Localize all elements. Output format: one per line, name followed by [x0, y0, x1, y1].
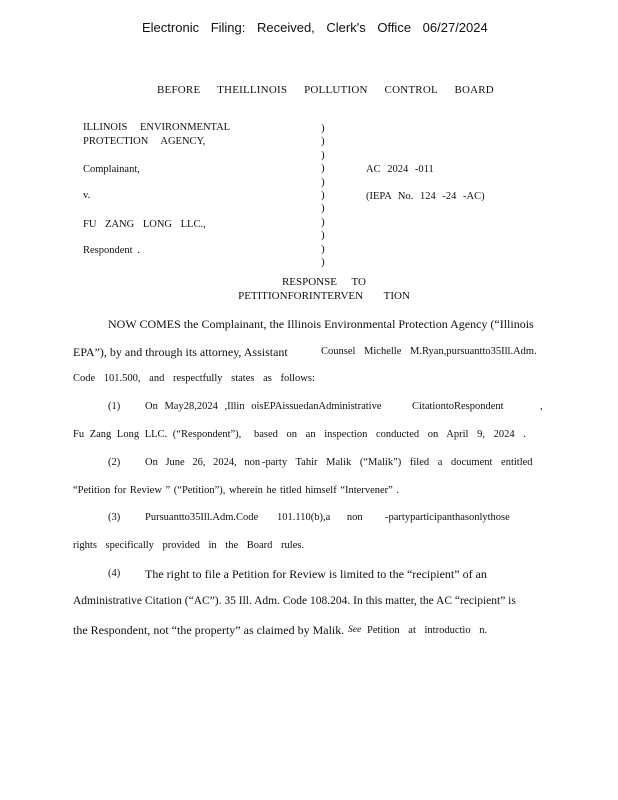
caption-parens: ) ) ) ) ) ) ) ) ) ) )	[321, 122, 325, 269]
para1-line2b: based on an inspection conducted on April 9, 2024 .	[254, 429, 526, 440]
intro-line1: NOW COMES the Complainant, the Illinois Environmental Protection Agency (“Illinois	[108, 317, 534, 331]
para3-number: (3)	[108, 512, 121, 523]
intro-line2a: EPA”), by and through its attorney, Assistant	[73, 345, 288, 359]
para4-line3a: the Respondent, not “the property” as claimed by Malik.	[73, 623, 345, 637]
case-number: AC 2024 -011	[366, 164, 434, 175]
para1-line1c: ,	[540, 401, 543, 412]
para3-line1a: Pursuantto35Ill.Adm.Code	[145, 512, 259, 523]
para2-line1a: On June 26, 2024, non	[145, 457, 261, 468]
para4-line1: The right to file a Petition for Review is limited to the “recipient” of an	[145, 567, 487, 581]
para4-line2: Administrative Citation (“AC”). 35 Ill. Adm. Code 108.204. In this matter, the AC “recipient” is	[73, 595, 516, 607]
intro-line3: Code 101.500, and respectfully states as follows:	[73, 373, 315, 384]
filing-stamp: Electronic Filing: Received, Clerk's Office 06/27/2024	[142, 20, 488, 35]
intro-line2b: Counsel Michelle M.Ryan,pursuantto35Ill.Adm.	[321, 346, 537, 357]
para2-line2: “Petition for Review ” (“Petition”), wherein he titled himself “Intervener” .	[73, 485, 400, 496]
party1-line2: PROTECTION AGENCY,	[83, 136, 206, 147]
complainant-label: Complainant,	[83, 164, 140, 175]
para1-line2a: Fu Zang Long LLC. (“Respondent”),	[73, 429, 242, 440]
para1-line1a: On May28,2024 ,Illin oisEPAissuedanAdministrative	[145, 401, 382, 412]
para2-number: (2)	[108, 457, 121, 468]
para2-line1b: -party Tahir Malik (“Malik”) filed a document entitled	[262, 457, 533, 468]
para3-line1c: -partyparticipanthasonlythose	[385, 512, 510, 523]
para1-line1b: CitationtoRespondent	[412, 401, 504, 412]
para3-line2: rights specifically provided in the Board rules.	[73, 540, 305, 551]
respondent-label: Respondent .	[83, 245, 140, 256]
para4-see: See	[348, 625, 362, 635]
versus-label: v.	[83, 190, 91, 201]
para4-line3c: Petition at introductio n.	[367, 625, 488, 636]
doc-title-line1: RESPONSE TO	[281, 276, 367, 288]
iepa-number: (IEPA No. 124 -24 -AC)	[366, 191, 485, 202]
board-title: BEFORE THEILLINOIS POLLUTION CONTROL BOARD	[157, 84, 494, 96]
para3-line1b: 101.110(b),a non	[277, 512, 363, 523]
para1-number: (1)	[108, 401, 121, 412]
party2-name: FU ZANG LONG LLC.,	[83, 219, 206, 230]
party1-line1: ILLINOIS ENVIRONMENTAL	[83, 122, 231, 133]
doc-title-line2: PETITIONFORINTERVEN TION	[238, 290, 410, 302]
para4-number: (4)	[108, 568, 121, 579]
